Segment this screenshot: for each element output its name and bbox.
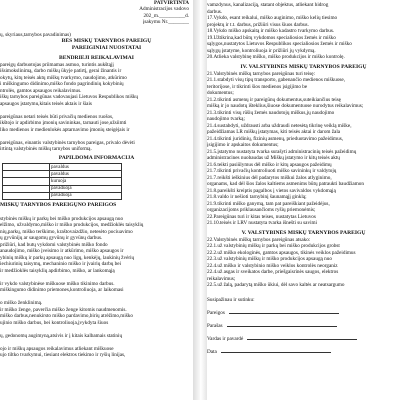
info-row (3, 192, 122, 199)
info-value-cell (3, 185, 50, 192)
right-top-line: vamzdynus, kanalizaciją, statant objektus, atliekant hidrog (207, 2, 329, 8)
info-value-cell (3, 164, 50, 171)
section-5-line: 22.2.už miško ekologinės, gamtos apsaugos, tikinės veiklos pažeidimus (207, 249, 356, 256)
section-3-line: anaudojimo, miško įveisimo ir atkūrimo, miško apsaugos ir (0, 248, 124, 255)
info-value-cell (3, 178, 50, 185)
title-line: PAREIGINIAI NUOSTATAI (71, 45, 142, 52)
section-1-line: iškų tarnybos pareigūnas vadovaujasi Lietuvos Respublikos miškų (0, 94, 139, 101)
section-3-line: iechiurinių taisymų, mechaninio miško ir įvairių darbų bei (0, 261, 122, 268)
section-3-line: ujinio miško darbus, bei kontroliuoja,įvykdyta šiuos (0, 319, 109, 326)
sign-intro: Susipažinau ir sutinku: (207, 296, 255, 303)
section-4-line: organizacijoms priklausančioms ryšių priemonėmis; (207, 207, 316, 214)
section-3-line: ojo ir miškų apsaugos reikalavimus atliekant miškuose (0, 345, 114, 352)
section-1-line: liko medienos ir medienlokės aptarnavimo įmonių steigėjais ir (0, 126, 130, 133)
section-5-line: reikalavimus; (207, 275, 236, 282)
section-4-line: 21.7.tikrinti privačių kontroliuoti miško savininkų ir valdytojų (207, 168, 337, 175)
approval-line-1: Administracijos vadovo (139, 6, 189, 13)
section-3-line: ir medžioklės taisyklių apdirbimo, miško, ar lankomąją (0, 267, 115, 274)
section-3-line: miškingumo didinimo priemones,kontroliuoja, ar laikomasi (0, 287, 124, 294)
signature-label: Parašas (207, 323, 223, 330)
section-5-line: 22.4.už miško ir valstybinio miško veiklos kontrolės neorganiz (207, 262, 338, 269)
right-top-line: 18.Vykdo miško apskaitą ir miško kadastro tvarkymo darbus. (207, 28, 335, 34)
section-4-line: dokumentus; (207, 90, 234, 97)
section-4-line: mišką ir jo naudotų išteklius,šiuose dokumentuose nurodytus reikalavimus; (207, 103, 364, 110)
intro-line: ų, skyriaus,tarnybos pavadinimas) (0, 31, 71, 38)
signature-block (207, 309, 400, 355)
info-value-cell (3, 171, 50, 178)
section-1-line: okytų, kitų teisės aktų miškų tvarkymo, naudojimo, atkūrimo (0, 74, 127, 81)
section-4-line: 21.1.stabdyti visų tipų transporto, gabenančio medienos miškuose, (207, 77, 346, 84)
section-4-line: 21.2.tikrinti asmenų ir pareigūnų dokumentus,suteikiančius teisę (207, 96, 341, 103)
right-top-line: 17.Vykdo, esant reikalui, miško auginimo, miško kelių tiesimo (207, 15, 338, 21)
right-top-line: projektų ir t.t. darbus, prižiūri visus šiuos darbus. (207, 21, 309, 28)
section-3-line: elžimo, užvaldymo,miško ir miško produkcijos, medžioklės taisyklių (0, 222, 144, 229)
section-4-line: 21.4.sustabdyti, uždrausti arba uždraudi netesėtą tikrinę veiklą miške, (207, 122, 352, 129)
signature-label: Data (207, 349, 217, 356)
info-table (2, 163, 122, 200)
signature-row (207, 335, 400, 342)
section-3-line: ir vykdo valstybinėse miškuose miško tikinimo darbus. (0, 280, 115, 287)
section-4-line: pažeidžiamas LR miškų įstatymas, kiti teisės aktai ir darom žala (207, 129, 341, 136)
section-4-line: 21.7.reikšti ieškinius dėl padarytos miškui žalos atlyginimo, (207, 174, 332, 181)
right-top-line: darbus. (207, 8, 223, 15)
section-3-line: ybinių miškų ir parkų apsaugą nuo ligų, kenkėjų, laukinių žvėrių (0, 254, 135, 261)
section-4-line: organams, kad dėl šios žalos kaltiems asmenims būtų patraukti baudžiamon (207, 181, 364, 188)
signature-label: Pareigos (207, 310, 225, 317)
section-4-line: administracines nuobaudas už Miškų įstatymo ir kitų teisės aktų (207, 155, 340, 162)
section-1-line: pareigūnas, einantis valstybinės tarnybos pareigas, privalo dėvėti (0, 139, 135, 146)
section-5-line: 22.3.už valstybinių miškų ir miško produkcijos apsaugą nuo (207, 256, 332, 263)
section-4-line: teritorijose, ir tikrinti šios medienos įsigijimo be (207, 83, 308, 90)
signature-row (207, 348, 400, 355)
section-5-line: 22.5.už žalą, padarytą miško ūkiui, dėl savo kaltės ar neatsargumo (207, 282, 345, 289)
section-4-line: 21.6.teikti pasiūlymus dėl miško ir kitų apsaugos pažeidimų (207, 161, 332, 168)
right-top-body (207, 2, 400, 61)
section-4-line: įsigijimo ir apskaitos dokumentus; (207, 142, 279, 149)
section-1-line: i miškingumo didinimo,miško fondo pagrindinių kokybinių (0, 81, 124, 88)
section-4-line: 21.9.tikrinti miško ganymą, tam pat pareiškiant pažeidėjus, (207, 200, 330, 207)
section-5-line: 22.4.už asgas ir sveikatos darbe, priešgaisrinės saugos, elektros (207, 269, 339, 276)
section-1-line: ntrolės, gamtos apsaugos reikalavimus. (0, 87, 82, 94)
signature-row (207, 322, 400, 329)
signature-row (207, 309, 400, 316)
left-page (0, 0, 193, 400)
signature-fill-line (247, 335, 357, 340)
section-4-line: 21.3.tikrinti visų rūšių žemės naudotojų miškus,jų naudojimo (207, 109, 335, 116)
approval-line-3: įsakymu Nr.________ (142, 18, 189, 25)
section-1-line: ikštojo ir apdirbimo įmonių savininkas, tarnauti jose,užsiimti (0, 120, 127, 127)
right-top-line: sąlygų įstatyme, kontroliuoja ir prižiūri jų vykdymą. (207, 47, 316, 54)
info-row (3, 178, 122, 185)
section-4-line: 21.8.pareikšti kreiptis pagalbos į vietos savivaldos vykdomąją (207, 187, 336, 194)
section-3-body (0, 209, 193, 359)
info-label-cell: pavaduoja (50, 185, 122, 192)
section-4-line: 21.10.teisės ir LRV nustatyta tvarka išnešti su savimi (207, 220, 317, 227)
section-4-line: 21.4.tikrinti juridinių, fizinių asmenų, prieduotavimo pažeidimus, (207, 135, 344, 142)
section-3-line: ujo tiltko tvarkymui, tiesiant elektros tiekimo ir ryšių linijas, (0, 352, 126, 359)
section-1-line: apsaugos įstatymu,kitais teisės aktais ir šiais (0, 100, 92, 107)
page-gutter (193, 0, 207, 400)
info-row (3, 171, 122, 178)
approval-block (0, 0, 193, 25)
signature-label: Vardas ir pavardė (207, 336, 244, 343)
document-title (0, 38, 193, 52)
info-label-cell: pavaldus (50, 164, 122, 171)
title-line: BĖS MIŠKŲ TARNYBOS PAREIGŲ (61, 38, 152, 45)
section-4-heading: IV. VALSTYBINĖS MIŠKŲ TARNYBOS PAREIGŲ (240, 63, 367, 70)
right-top-line: 19.Užtikrina,kad būtų vykdomos specialiosios žemės ir miško (207, 34, 336, 41)
info-label-cell: kuruoja (50, 178, 122, 185)
section-1-line: pareigų darbuotojas priimamas asmuo, turintis aukštąjį (0, 61, 114, 68)
section-5-line: 22.1.už valstybinių miškų ir parkų bei miško produkcijos grobst (207, 243, 340, 250)
section-2-heading: PAPILDOMA INFORMACIJA (58, 154, 135, 161)
signature-fill-line (221, 348, 331, 353)
section-4-line: 21.5.įstatymo nustatyta tvarka surašyti administracinių teisės pažeidimų (207, 148, 357, 155)
section-4-body (207, 71, 400, 227)
section-1-body (0, 62, 193, 153)
section-1-line: irtintą valstybinės miškų tarnybos uniformą. (0, 146, 92, 153)
section-4-line: 22.Pareigūnas turi ir kitas teises, nustatytas Lietuvos (207, 213, 316, 220)
section-3-line: ų, gedonomų augimyną,atsivis ir į kitais kalbamais statinių (0, 332, 123, 339)
section-5-body (207, 237, 400, 289)
section-3-line: ų gyvūnijų ar saugomų gyvūnų ir gyvūnų darbus. (0, 235, 103, 242)
section-3-line: ir miško ženge, paverčia miško ženge kitomis naudmenomis. (0, 306, 127, 313)
section-3-line: stybinės miškų ir parkų bei miško produkcijos apsaugą nuo (0, 215, 124, 222)
section-5-heading: V. VALSTYBINĖS MIŠKŲ TARNYBOS PAREIGŲ (241, 229, 366, 236)
section-3-line: prižiūri, kad butų vykdomi valstybinės miško fondo (0, 241, 108, 248)
section-4-line: 21.Valstybinės miškų tarnybos pareigūnas turi teisę: (207, 70, 316, 77)
signature-fill-line (229, 309, 339, 314)
section-3-line: o miško ženklinimą. (0, 300, 43, 307)
approval-line-2: 202_m.__________d. (143, 12, 189, 19)
info-row (3, 185, 122, 192)
section-1-heading: BENDRIEJI REIKALAVIMAI (59, 54, 134, 61)
info-value-cell (3, 192, 50, 199)
section-5-line: 22.Valstybinės miškų tarnybos pareigūnas atsako: (207, 236, 311, 243)
section-1-line: išsimokslinimą, darbo miškų ūkyje patirtį, geraі žinantis ir (0, 68, 122, 75)
right-top-line: sąlygos,nustatytos Lietuvos Respublikos specialiosios žemės ir miško (207, 41, 352, 47)
section-3-line: miško darbus,nenukirsto miško pardavimo,birių atrėžimo,miško (0, 313, 133, 320)
section-3-line: nių,parkų, miško terškimo, kraštovaizdžio, netesėto pociuavimo (0, 228, 133, 235)
right-top-line: 20.Atlieka valstybinę miško, miško produkcijos ir miško kontrolę. (207, 54, 345, 60)
section-3-heading: MIŠKŲ TARNYBOS PAREIGŲNO PAREIGOS (0, 201, 117, 208)
info-label-cell: pavaldus (50, 171, 122, 178)
approval-title: PATVIRTINTA (154, 0, 189, 6)
info-label-cell: pavaduoja (50, 192, 122, 199)
section-4-line: 21.8.valdo ir nešioti tarnybinį šaunamąjį ginklą; (207, 194, 307, 201)
section-1-line: pareigūnas netarі teisės būti privačių medienos ruošos, (0, 113, 114, 120)
section-4-line: naudojimo tvarką; (207, 116, 245, 123)
right-page (207, 0, 400, 400)
intro-lines (0, 25, 193, 38)
signature-fill-line (227, 322, 337, 327)
info-row (3, 164, 122, 171)
